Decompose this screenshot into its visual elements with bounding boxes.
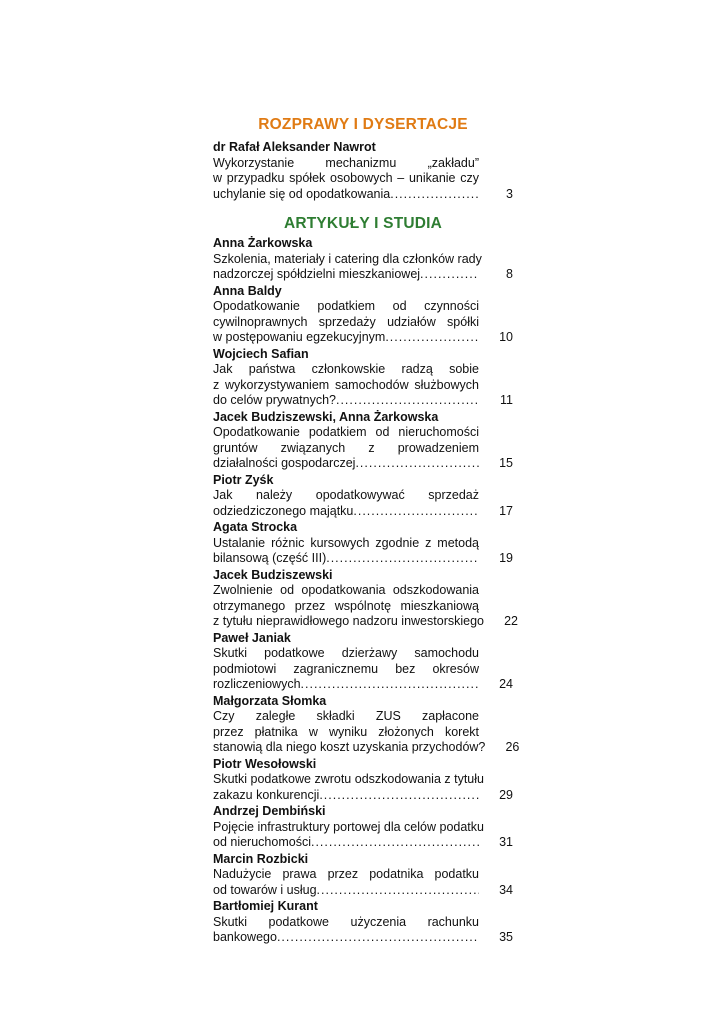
entry-author: Jacek Budziszewski <box>213 567 333 582</box>
page-number: 24 <box>499 677 513 691</box>
toc-entry[interactable] <box>213 236 513 283</box>
section-title: ARTYKUŁY I STUDIA <box>283 215 443 232</box>
entry-author: Anna Żarkowska <box>213 236 313 250</box>
entry-title-line: Nadużycie prawa przez podatnika podatku <box>213 867 479 881</box>
entry-title-line: Szkolenia, materiały i catering dla członków rady <box>213 251 482 266</box>
dot-leader <box>317 883 479 899</box>
dot-leader <box>319 788 479 804</box>
entry-title-line: Wykorzystanie mechanizmu „zakładu” <box>213 155 479 170</box>
entry-title-line: stanowią dla niego koszt uzyskania przychodów? <box>213 740 486 754</box>
page-number: 19 <box>499 551 513 565</box>
toc-entry[interactable] <box>213 631 513 693</box>
page-number: 3 <box>506 186 513 201</box>
entry-title-line: Opodatkowanie podatkiem od czynności <box>213 299 479 313</box>
dot-leader <box>311 835 479 851</box>
entry-title-line: Skutki podatkowe dzierżawy samochodu <box>213 646 479 660</box>
entry-title-line: Czy zaległe składki ZUS zapłacone <box>213 709 479 723</box>
entry-title-line: działalności gospodarczej <box>213 456 356 470</box>
entry-title-line: od nieruchomości <box>213 835 311 849</box>
entry-title-line: odziedziczonego majątku <box>213 503 354 518</box>
page-number: 8 <box>506 267 513 281</box>
page-number: 35 <box>499 930 513 944</box>
entry-title-line: od towarów i usług <box>213 882 317 897</box>
section-title: ROZPRAWY I DYSERTACJE <box>258 116 468 133</box>
entry-author: Piotr Zyśk <box>213 472 274 487</box>
entry-author: dr Rafał Aleksander Nawrot <box>213 140 376 154</box>
entry-title-line: przez płatnika w wyniku złożonych korekt <box>213 724 479 739</box>
toc-entry[interactable] <box>213 347 513 409</box>
entry-author: Piotr Wesołowski <box>213 756 317 771</box>
dot-leader <box>301 677 479 693</box>
dot-leader <box>385 330 479 346</box>
entry-title-line: Pojęcie infrastruktury portowej dla celów podatku <box>213 819 484 834</box>
dot-leader <box>277 930 479 946</box>
toc-entry[interactable] <box>213 410 513 472</box>
entry-author: Bartłomiej Kurant <box>213 899 318 913</box>
entry-title-line: Jak państwa członkowskie radzą sobie <box>213 362 479 376</box>
page-number: 15 <box>499 456 513 470</box>
page-number: 17 <box>499 503 513 518</box>
page-number: 22 <box>504 614 518 628</box>
entry-author: Andrzej Dembiński <box>213 804 326 818</box>
page-number: 10 <box>499 330 513 344</box>
entry-author: Anna Baldy <box>213 283 282 298</box>
entry-author: Wojciech Safian <box>213 346 309 361</box>
toc-entry[interactable] <box>213 284 513 346</box>
entry-title-line: Jak należy opodatkowywać sprzedaż <box>213 488 479 502</box>
entry-title-line: podmiotowi zagranicznemu bez okresów <box>213 661 479 676</box>
entry-title-line: Zwolnienie od opodatkowania odszkodowania <box>213 583 479 597</box>
entry-author: Małgorzata Słomka <box>213 693 327 708</box>
entry-title-line: bilansową (część III) <box>213 551 327 565</box>
dot-leader <box>355 456 479 472</box>
entry-title-line: nadzorczej spółdzielni mieszkaniowej <box>213 267 421 281</box>
toc-entry[interactable] <box>213 852 513 899</box>
entry-author: Agata Strocka <box>213 520 298 534</box>
toc-entry[interactable] <box>213 804 513 851</box>
entry-title-line: do celów prywatnych? <box>213 393 336 407</box>
page-number: 31 <box>499 835 513 849</box>
entry-title-line: z tytułu nieprawidłowego nadzoru inwestorskiego <box>213 614 484 628</box>
entry-title-line: cywilnoprawnych sprzedaży udziałów spółki <box>213 314 479 329</box>
entry-title-line: gruntów związanych z prowadzeniem <box>213 440 479 455</box>
toc-entry[interactable] <box>213 140 513 202</box>
entry-title-line: rozliczeniowych <box>213 677 301 691</box>
toc-entry[interactable] <box>213 693 520 756</box>
toc-entry[interactable] <box>213 899 513 946</box>
page-number: 11 <box>500 393 513 407</box>
entry-title-line: w postępowaniu egzekucyjnym <box>213 330 386 344</box>
toc-entry[interactable] <box>213 473 513 520</box>
entry-title-line: Skutki podatkowe użyczenia rachunku <box>213 914 479 929</box>
entry-title-line: w przypadku spółek osobowych – unikanie czy <box>213 171 479 185</box>
toc-entry[interactable] <box>213 757 513 804</box>
entry-title-line: uchylanie się od opodatkowania <box>213 186 391 201</box>
entry-title-line: Opodatkowanie podatkiem od nieruchomości <box>213 425 479 439</box>
dot-leader <box>353 504 479 520</box>
entry-title-line: Ustalanie różnic kursowych zgodnie z metodą <box>213 535 479 550</box>
entry-author: Jacek Budziszewski, Anna Żarkowska <box>213 409 439 424</box>
page-number: 34 <box>499 882 513 897</box>
entry-title-line: bankowego <box>213 930 277 944</box>
dot-leader <box>420 267 479 283</box>
toc-entry[interactable] <box>213 567 518 630</box>
dot-leader <box>390 187 479 203</box>
entry-author: Marcin Rozbicki <box>213 851 309 866</box>
entry-author: Paweł Janiak <box>213 630 291 645</box>
entry-title-line: zakazu konkurencji <box>213 787 320 802</box>
table-of-contents <box>213 112 520 947</box>
entry-title-line: otrzymanego przez wspólnotę mieszkaniową <box>213 598 479 613</box>
entry-title-line: z wykorzystywaniem samochodów służbowych <box>213 377 479 392</box>
entry-title-line: Skutki podatkowe zwrotu odszkodowania z tytułu <box>213 772 484 786</box>
toc-entry[interactable] <box>213 520 513 567</box>
dot-leader <box>326 551 479 567</box>
page-number: 29 <box>499 787 513 802</box>
page-number: 26 <box>505 740 520 754</box>
dot-leader <box>336 393 479 409</box>
